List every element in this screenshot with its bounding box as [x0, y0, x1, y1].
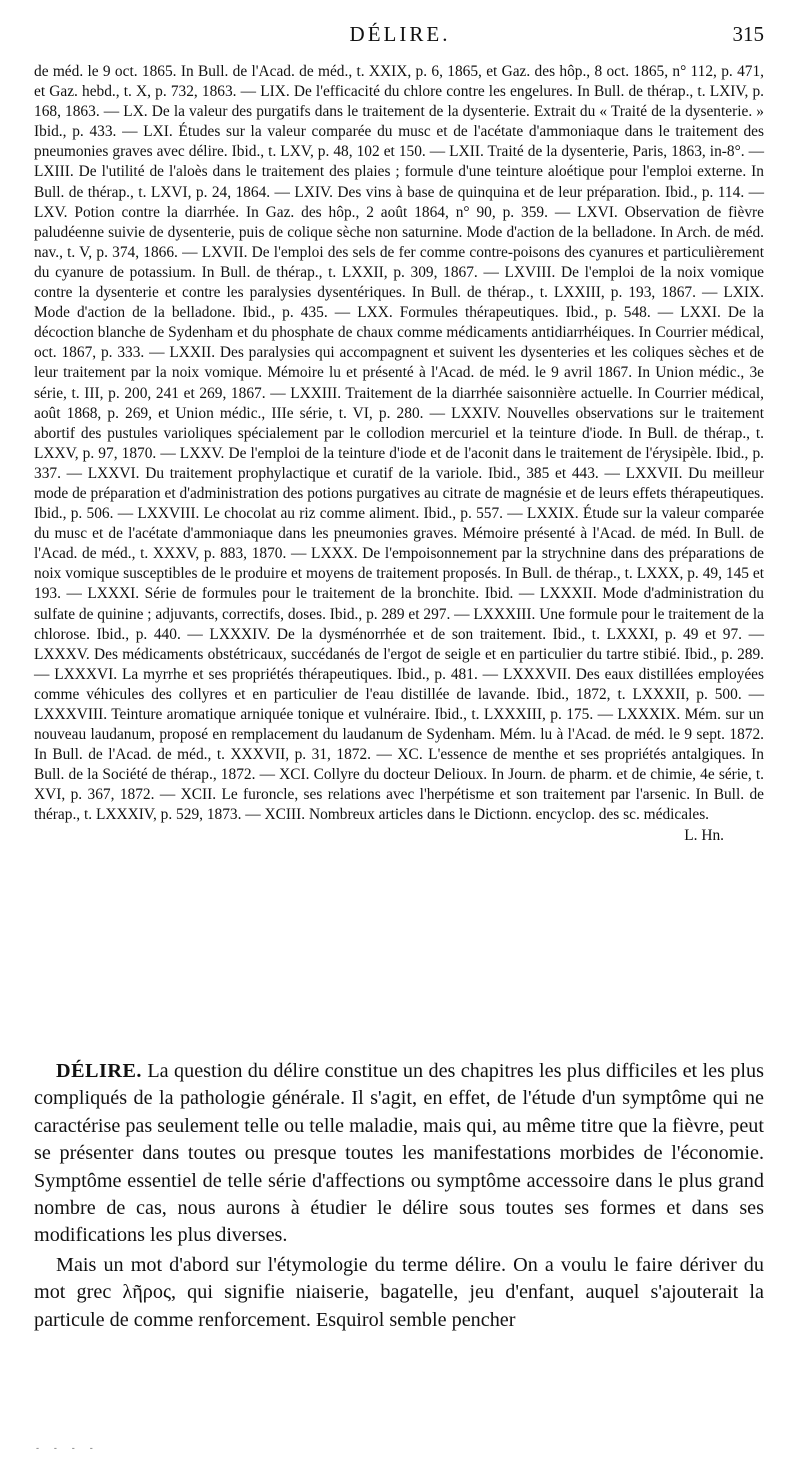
article-paragraph-1-text: La question du délire constitue un des chapitres les plus difficiles et les plus compliqués de la pathologie générale. Il s'agit, en effet, de l'étude d'un symptôme qui ne caractérise pas seulement telle ou telle maladie, mais qui, au même titre que la fièvre, peut se présenter dans toutes ou presque toutes les manifestations morbides de l'économie. Symptôme essentiel de telle série d'affections ou symptôme accessoire dans le plus grand nombre de cas, nous aurons à étudier le délire sous toutes ses formes et dans ses modifications les plus diverses.: [34, 1060, 764, 1247]
footer-marks-text: - - - -: [36, 1444, 99, 1454]
bibliography-block: [34, 62, 764, 846]
article-headword: DÉLIRE.: [56, 1060, 142, 1082]
running-header: [0, 22, 800, 52]
bibliography-text: de méd. le 9 oct. 1865. In Bull. de l'Acad. de méd., t. XXIX, p. 6, 1865, et Gaz. des hôp., 8 oct. 1865, n° 112, p. 471, et Gaz. hebd., t. X, p. 732, 1863. — LIX. De l'efficacité du chlore contre les engelures. In Bull. de thérap., t. LXIV, p. 168, 1863. — LX. De la valeur des purgatifs dans le traitement de la dysenterie. Extrait du « Traité de la dysenterie. » Ibid., p. 433. — LXI. Études sur la valeur comparée du musc et de l'acétate d'ammoniaque dans le traitement des pneumonies graves avec délire. Ibid., t. LXV, p. 48, 102 et 150. — LXII. Traité de la dysenterie, Paris, 1863, in-8°. — LXIII. De l'utilité de l'aloès dans le traitement des plaies ; formule d'une teinture aloétique pour l'emploi externe. In Bull. de thérap., t. LXVI, p. 24, 1864. — LXIV. Des vins à base de quinquina et de leur préparation. Ibid., p. 114. — LXV. Potion contre la diarrhée. In Gaz. des hôp., 2 août 1864, n° 90, p. 359. — LXVI. Observation de fièvre paludéenne suivie de dysenterie, puis de colique sèche non saturnine. Mode d'action de la belladone. In Arch. de méd. nav., t. V, p. 374, 1866. — LXVII. De l'emploi des sels de fer comme contre-poisons des cyanures et particulièrement du cyanure de potassium. In Bull. de thérap., t. LXXII, p. 309, 1867. — LXVIII. De l'emploi de la noix vomique contre la dysenterie et contre les paralysies dysentériques. In Bull. de thérap., t. LXXIII, p. 193, 1867. — LXIX. Mode d'action de la belladone. Ibid., p. 435. — LXX. Formules thérapeutiques. Ibid., p. 548. — LXXI. De la décoction blanche de Sydenham et du phosphate de chaux comme médicaments antidiarrhéiques. In Courrier médical, oct. 1867, p. 333. — LXXII. Des paralysies qui accompagnent et suivent les dysenteries et les coliques sèches et de leur traitement par la noix vomique. Mémoire lu et présenté à l'Acad. de méd. le 9 avril 1867. In Union médic., 3e série, t. III, p. 200, 241 et 269, 1867. — LXXIII. Traitement de la diarrhée saisonnière actuelle. In Courrier médical, août 1868, p. 269, et Union médic., IIIe série, t. VI, p. 280. — LXXIV. Nouvelles observations sur le traitement abortif des pustules varioliques spécialement par le collodion mercuriel et la teinture d'iode. In Bull. de thérap., t. LXXV, p. 97, 1870. — LXXV. De l'emploi de la teinture d'iode et de l'aconit dans le traitement de l'érysipèle. Ibid., p. 337. — LXXVI. Du traitement prophylactique et curatif de la variole. Ibid., 385 et 443. — LXXVII. Du meilleur mode de préparation et d'administration des potions purgatives au citrate de magnésie et de leurs effets thérapeutiques. Ibid., p. 506. — LXXVIII. Le chocolat au riz comme aliment. Ibid., p. 557. — LXXIX. Étude sur la valeur comparée du musc et de l'acétate d'ammoniaque dans les pneumonies graves. Mémoire présenté à l'Acad. de méd. In Bull. de l'Acad. de méd., t. XXXV, p. 883, 1870. — LXXX. De l'empoisonnement par la strychnine dans des préparations de noix vomique susceptibles de le produire et moyens de traitement proposés. In Bull. de thérap., t. LXXX, p. 49, 145 et 193. — LXXXI. Série de formules pour le traitement de la bronchite. Ibid. — LXXXII. Mode d'administration du sulfate de quinine ; adjuvants, correctifs, doses. Ibid., p. 289 et 297. — LXXXIII. Une formule pour le traitement de la chlorose. Ibid., p. 440. — LXXXIV. De la dysménorrhée et de son traitement. Ibid., t. LXXXI, p. 49 et 97. — LXXXV. Des médicaments obstétricaux, succédanés de l'ergot de seigle et en particulier du tartre stibié. Ibid., p. 289. — LXXXVI. La myrrhe et ses propriétés thérapeutiques. Ibid., p. 481. — LXXXVII. Des eaux distillées employées comme véhicules des collyres et en particulier de l'eau distillée de lavande. Ibid., 1872, t. LXXXII, p. 500. — LXXXVIII. Teinture aromatique arniquée tonique et vulnéraire. Ibid., t. LXXXIII, p. 175. — LXXXIX. Mém. sur un nouveau laudanum, proposé en remplacement du laudanum de Sydenham. Mém. lu à l'Acad. de méd. le 9 sept. 1872. In Bull. de l'Acad. de méd., t. XXXVII, p. 31, 1872. — XC. L'essence de menthe et ses propriétés antalgiques. In Bull. de la Société de thérap., 1872. — XCI. Collyre du docteur Delioux. In Journ. de pharm. et de chimie, 4e série, t. XVI, p. 367, 1872. — XCII. Le furoncle, ses relations avec l'herpétisme et son traitement par l'arsenic. In Bull. de thérap., t. LXXXIV, p. 529, 1873. — XCIII. Nombreux articles dans le Dictionn. encyclop. des sc. médicales.: [34, 63, 764, 824]
bibliography-paragraph: [34, 62, 764, 844]
bibliography-signature: L. Hn.: [684, 826, 724, 844]
running-title: DÉLIRE.: [349, 22, 451, 46]
article-paragraph-1: [34, 1058, 764, 1250]
article-body: [34, 1058, 764, 1334]
article-paragraph-2-text: Mais un mot d'abord sur l'étymologie du terme délire. On a voulu le faire dériver du mot grec λῆρος, qui signifie niaiserie, bagatelle, jeu d'enfant, auquel s'ajouterait la particule de comme renforcement. Esquirol semble pencher: [34, 1253, 764, 1331]
article-paragraph-2: [34, 1252, 764, 1334]
footer-marks: [36, 1436, 236, 1454]
page-number: 315: [732, 22, 764, 46]
